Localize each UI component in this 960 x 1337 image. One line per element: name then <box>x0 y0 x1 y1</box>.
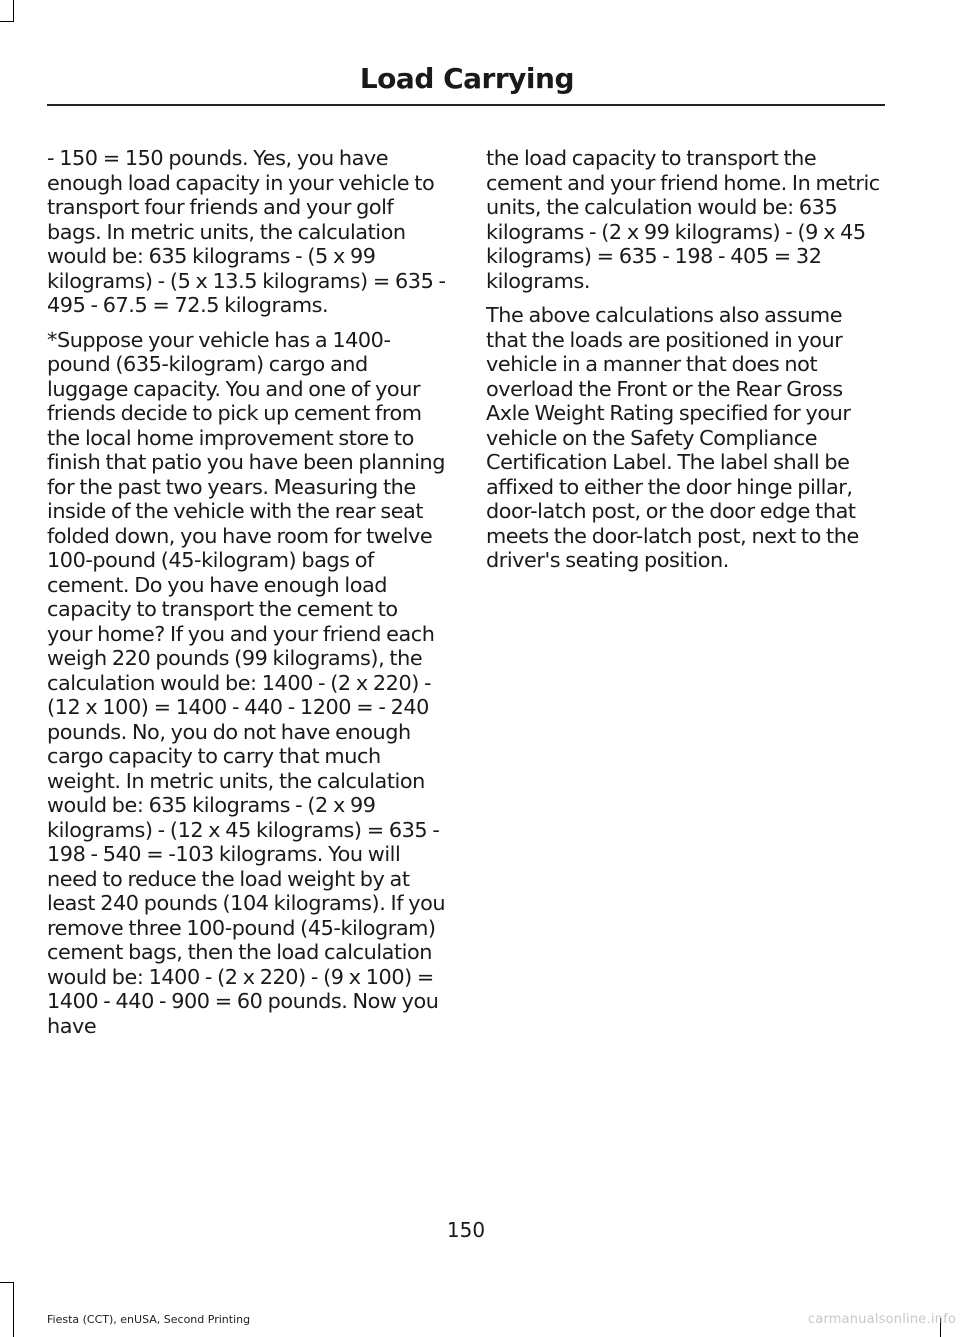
page-number: 150 <box>446 1218 486 1242</box>
right-column <box>486 146 886 583</box>
paragraph: the load capacity to transport the cement and your friend home. In metric units, the calculation would be: 635 kilograms - (2 x 99 kilograms) - (9 x 45 kilograms) = 635 - 198 - 405 = 32 kilograms. <box>486 146 880 293</box>
crop-mark-top-left-v <box>13 0 14 22</box>
crop-mark-bottom-left-h <box>0 1282 14 1283</box>
page-title: Load Carrying <box>359 62 574 95</box>
paragraph: The above calculations also assume that the loads are positioned in your vehicle in a manner that does not overload the Front or the Rear Gross Axle Weight Rating specified for your vehicle on the Safety Compliance Certification Label. The label shall be affixed to either the door hinge pillar, door-latch post, or the door edge that meets the door-latch post, next to the driver's seating position. <box>486 303 859 572</box>
paragraph: - 150 = 150 pounds. Yes, you have enough load capacity in your vehicle to transport four friends and your golf bags. In metric units, the calculation would be: 635 kilograms - (5 x 99 kilograms) - (5 x 13.5 kilograms) = 635 - 495 - 67.5 = 72.5 kilograms. <box>47 146 446 317</box>
crop-mark-bottom-left-v <box>13 1282 14 1337</box>
header-divider <box>47 104 885 106</box>
edition-footer: Fiesta (CCT), enUSA, Second Printing <box>47 1313 251 1326</box>
crop-mark-top-left-h <box>0 21 14 22</box>
paragraph: *Suppose your vehicle has a 1400-pound (635-kilogram) cargo and luggage capacity. You and one of your friends decide to pick up cement from the local home improvement store to finish that patio you have been planning for the past two years. Measuring the inside of the vehicle with the rear seat folded down, you have room for twelve 100-pound (45-kilogram) bags of cement. Do you have enough load capacity to transport the cement to your home? If you and your friend each weigh 220 pounds (99 kilograms), the calculation would be: 1400 - (2 x 220) - (12 x 100) = 1400 - 440 - 1200 = - 240 pounds. No, you do not have enough cargo capacity to carry that much weight. In metric units, the calculation would be: 635 kilograms - (2 x 99 kilograms) - (12 x 45 kilograms) = 635 - 198 - 540 = -103 kilograms. You will need to reduce the load weight by at least 240 pounds (104 kilograms). If you remove three 100-pound (45-kilogram) cement bags, then the load calculation would be: 1400 - (2 x 220) - (9 x 100) = 1400 - 440 - 900 = 60 pounds. Now you have <box>47 327 446 1038</box>
left-column <box>47 146 447 1048</box>
watermark-text: carmanualsonline.info <box>807 1312 956 1327</box>
